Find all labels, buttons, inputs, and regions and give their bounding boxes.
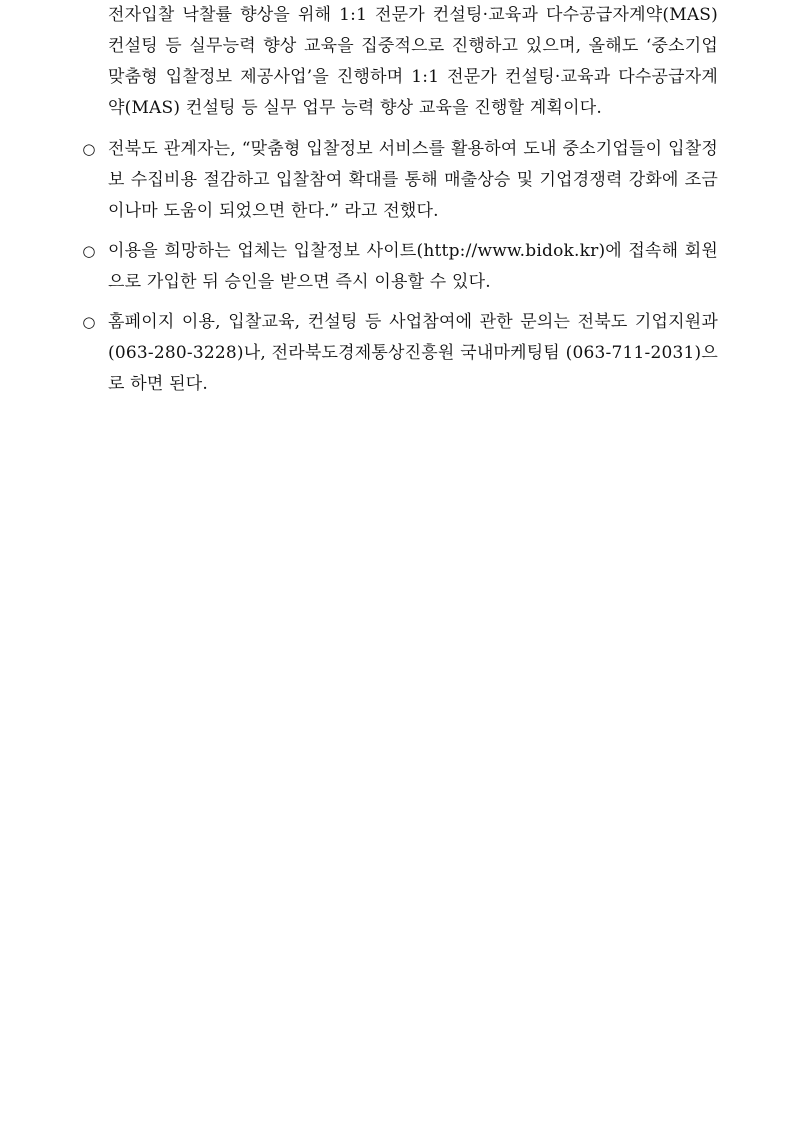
document-body (78, 0, 718, 400)
paragraph-text: 이용을 희망하는 업체는 입찰정보 사이트(http://www.bidok.kr)에 접속해 회원으로 가입한 뒤 승인을 받으면 즉시 이용할 수 있다. (108, 241, 718, 292)
paragraph-text: 전자입찰 낙찰률 향상을 위해 1:1 전문가 컨설팅·교육과 다수공급자계약(MAS) 컨설팅 등 실무능력 향상 교육을 집중적으로 진행하고 있으며, 올해도 ‘중소기업 맞춤형 입찰정보 제공사업’을 진행하며 1:1 전문가 컨설팅·교육과 다수공급자계약(MAS) 컨설팅 등 실무 업무 능력 향상 교육을 진행할 계획이다. (108, 5, 718, 118)
circle-bullet-icon: ○ (82, 242, 96, 260)
paragraph-contact-info (78, 307, 718, 400)
paragraph-continued (78, 0, 718, 124)
paragraph-how-to-apply (78, 236, 718, 298)
paragraph-text: 홈페이지 이용, 입찰교육, 컨설팅 등 사업참여에 관한 문의는 전북도 기업지원과(063-280-3228)나, 전라북도경제통상진흥원 국내마케팅팀 (063-711-2031)으로 하면 된다. (108, 312, 718, 394)
paragraph-official-comment (78, 134, 718, 227)
paragraph-text: 전북도 관계자는, “맞춤형 입찰정보 서비스를 활용하여 도내 중소기업들이 입찰정보 수집비용 절감하고 입찰참여 확대를 통해 매출상승 및 기업경쟁력 강화에 조금이나마 도움이 되었으면 한다.” 라고 전했다. (108, 139, 718, 221)
circle-bullet-icon: ○ (82, 313, 96, 331)
circle-bullet-icon: ○ (82, 140, 96, 158)
